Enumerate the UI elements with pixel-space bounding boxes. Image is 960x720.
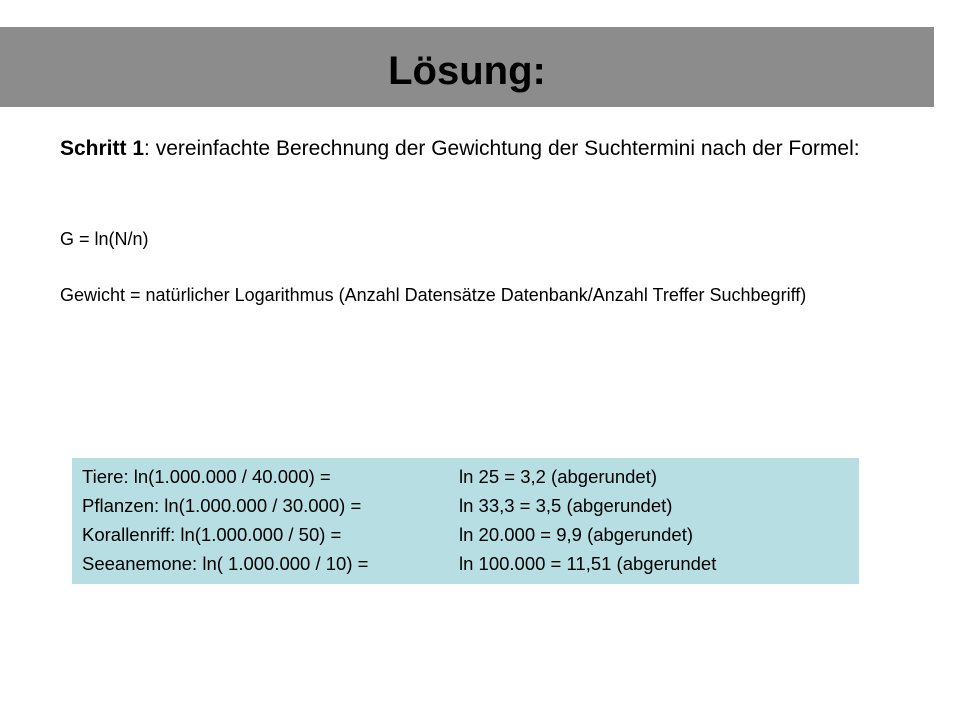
calculation-result: ln 33,3 = 3,5 (abgerundet) — [459, 495, 673, 516]
calculation-row — [82, 520, 859, 549]
step-text: : vereinfachte Berechnung der Gewichtung der Suchtermini nach der Formel: — [144, 137, 860, 160]
step-paragraph — [60, 137, 960, 160]
calculation-row — [82, 491, 859, 520]
step-label: Schritt 1 — [60, 137, 145, 160]
title-bar — [0, 27, 934, 107]
calculation-row — [82, 549, 859, 578]
calculation-term: Pflanzen: ln(1.000.000 / 30.000) = — [82, 495, 362, 516]
calculation-result: ln 100.000 = 11,51 (abgerundet — [459, 553, 717, 574]
calculation-result: ln 25 = 3,2 (abgerundet) — [459, 466, 657, 487]
calculation-row — [82, 462, 859, 491]
formula-explanation: Gewicht = natürlicher Logarithmus (Anzahl Datensätze Datenbank/Anzahl Treffer Suchbegriff) — [60, 285, 807, 305]
calculation-term: Seeanemone: ln( 1.000.000 / 10) = — [82, 553, 369, 574]
formula: G = ln(N/n) — [60, 229, 149, 249]
calculation-box — [72, 458, 859, 584]
calculation-result: ln 20.000 = 9,9 (abgerundet) — [459, 524, 693, 545]
calculation-term: Korallenriff: ln(1.000.000 / 50) = — [82, 524, 342, 545]
calculation-term: Tiere: ln(1.000.000 / 40.000) = — [82, 466, 331, 487]
slide-title: Lösung: — [388, 48, 546, 93]
